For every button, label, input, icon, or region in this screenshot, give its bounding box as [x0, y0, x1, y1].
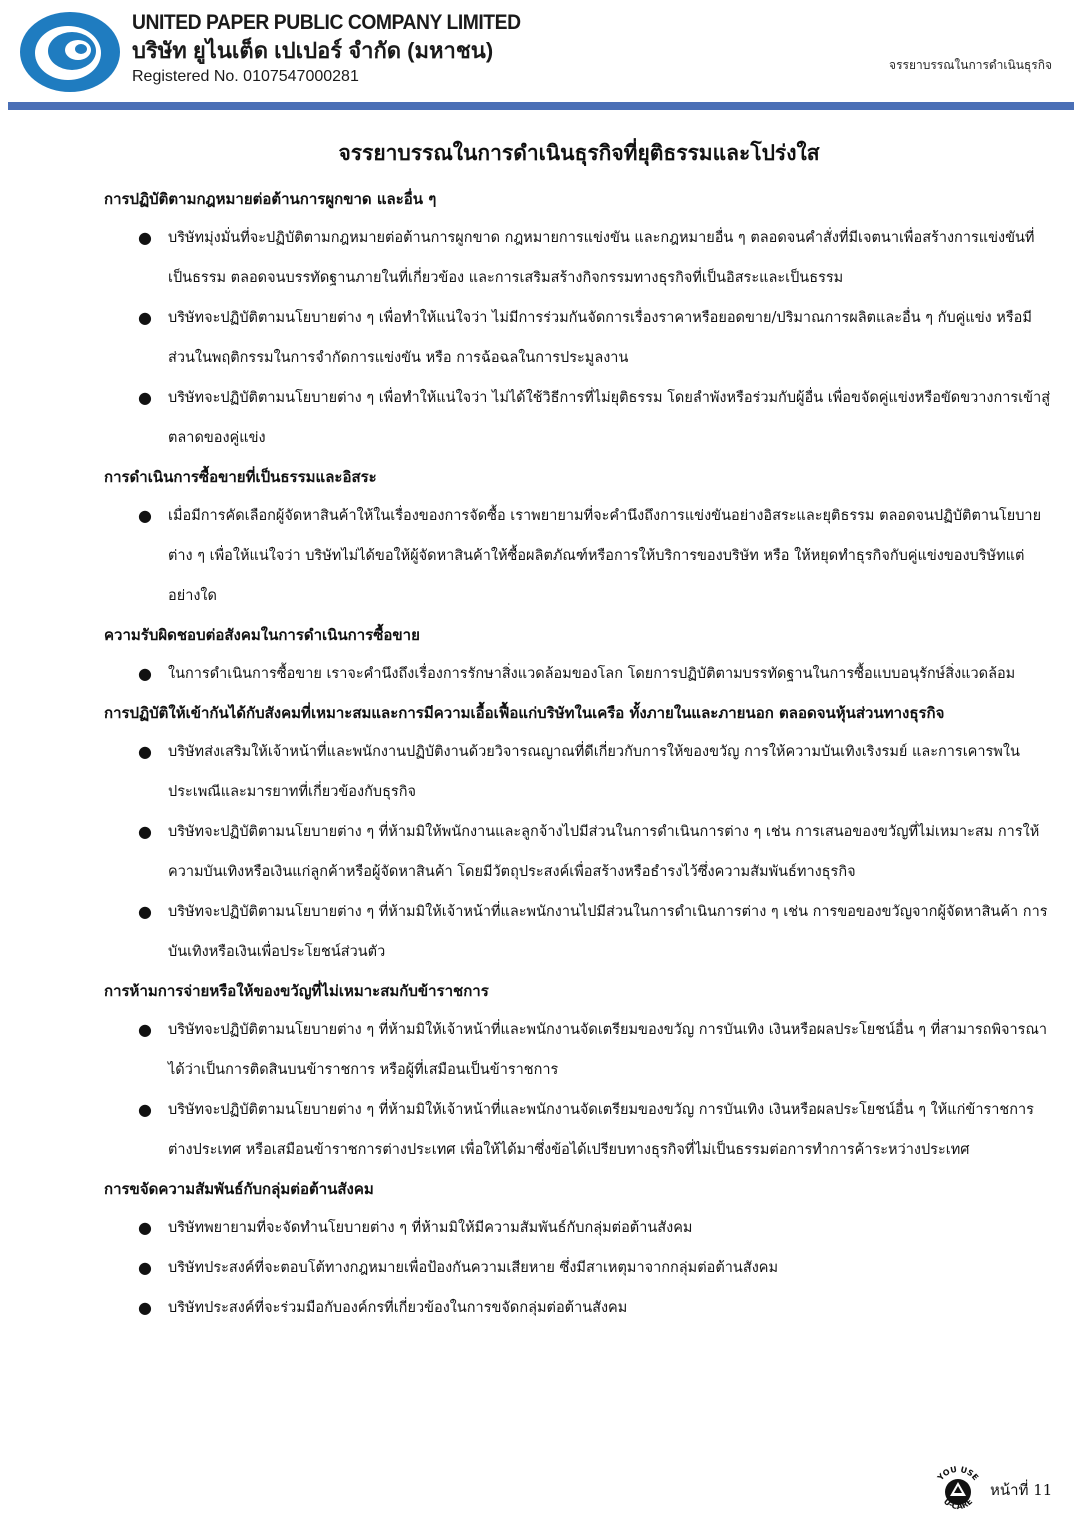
document-body — [104, 132, 1054, 1328]
bullet-icon: ● — [138, 1100, 152, 1119]
bullet-list — [104, 1208, 1054, 1328]
header-divider — [8, 102, 1074, 110]
bullet-icon: ● — [138, 388, 152, 407]
bullet-list — [104, 218, 1054, 458]
bullet-list — [104, 654, 1054, 694]
section-heading: การปฏิบัติให้เข้ากันได้กับสังคมที่เหมาะสมและการมีความเอื้อเฟื้อแก่บริษัทในเครือ ทั้งภายในและภายนอก ตลอดจนหุ้นส่วนทางธุรกิจ — [104, 704, 945, 722]
bullet-icon: ● — [138, 822, 152, 841]
list-item — [104, 654, 1054, 694]
list-item — [104, 496, 1054, 616]
list-item-text: เมื่อมีการคัดเลือกผู้จัดหาสินค้าให้ในเรื่องของการจัดซื้อ เราพยายามที่จะคำนึงถึงการแข่งขันอย่างอิสระและยุติธรรม ตลอดจนปฏิบัติตานโยบายต่าง ๆ เพื่อให้แน่ใจว่า บริษัทไม่ได้ขอให้ผู้จัดหาสินค้าให้ซื้อผลิตภัณฑ์หรือการให้บริการของบริษัท หรือ ให้หยุดทำธุรกิจกับคู่แข่งของบริษัทแต่อย่างใด — [168, 508, 1042, 604]
bullet-icon: ● — [138, 1218, 152, 1237]
list-item — [104, 892, 1054, 972]
list-item — [104, 378, 1054, 458]
list-item-text: ในการดำเนินการซื้อขาย เราจะคำนึงถึงเรื่องการรักษาสิ่งแวดล้อมของโลก โดยการปฏิบัติตามบรรทัดฐานในการซื้อแบบอนุรักษ์สิ่งแวดล้อม — [168, 666, 1016, 682]
seal-top-text: YOU USE — [935, 1464, 981, 1483]
list-item — [104, 1208, 1054, 1248]
section-heading: การห้ามการจ่ายหรือให้ของขวัญที่ไม่เหมาะสมกับข้าราชการ — [104, 982, 489, 1000]
bullet-icon: ● — [138, 742, 152, 761]
list-item — [104, 1288, 1054, 1328]
list-item — [104, 1090, 1054, 1170]
list-item — [104, 732, 1054, 812]
page-header — [0, 0, 1082, 112]
list-item-text: บริษัทมุ่งมั่นที่จะปฏิบัติตามกฎหมายต่อต้านการผูกขาด กฎหมายการแข่งขัน และกฎหมายอื่น ๆ ตลอดจนคำสั่งที่มีเจตนาเพื่อสร้างการแข่งขันที่เป็นธรรม ตลอดจนบรรทัดฐานภายในที่เกี่ยวข้อง และการเสริมสร้างกิจกรรมทางธุรกิจที่เป็นอิสระและเป็นธรรม — [168, 230, 1035, 286]
list-item — [104, 1010, 1054, 1090]
section-heading: ความรับผิดชอบต่อสังคมในการดำเนินการซื้อขาย — [104, 626, 420, 644]
list-item-text: บริษัทประสงค์ที่จะตอบโต้ทางกฎหมายเพื่อป้องกันความเสียหาย ซึ่งมีสาเหตุมาจากกลุ่มต่อต้านสังคม — [168, 1260, 779, 1276]
list-item — [104, 218, 1054, 298]
company-name-block — [132, 10, 554, 88]
bullet-list — [104, 496, 1054, 616]
seal-bottom-text: U-CARE — [941, 1496, 975, 1512]
bullet-icon: ● — [138, 664, 152, 683]
list-item-text: บริษัทจะปฏิบัติตามนโยบายต่าง ๆ ที่ห้ามมิให้เจ้าหน้าที่และพนักงานจัดเตรียมของขวัญ การบันเทิง เงินหรือผลประโยชน์อื่น ๆ ให้แก่ข้าราชการต่างประเทศ หรือเสมือนข้าราชการต่างประเทศ เพื่อให้ได้มาซึ่งข้อได้เปรียบทางธุรกิจที่ไม่เป็นธรรมต่อการทำการค้าระหว่างประเทศ — [168, 1102, 1034, 1158]
bullet-icon: ● — [138, 902, 152, 921]
list-item-text: บริษัทจะปฏิบัติตามนโยบายต่าง ๆ เพื่อทำให้แน่ใจว่า ไม่มีการร่วมกันจัดการเรื่องราคาหรือยอดขาย/ปริมาณการผลิตและอื่น ๆ กับคู่แข่ง หรือมีส่วนในพฤติกรรมในการจำกัดการแข่งขัน หรือ การฉ้อฉลในการประมูลงาน — [168, 310, 1032, 366]
bullet-icon: ● — [138, 506, 152, 525]
list-item-text: บริษัทจะปฏิบัติตามนโยบายต่าง ๆ ที่ห้ามมิให้เจ้าหน้าที่และพนักงานจัดเตรียมของขวัญ การบันเทิง เงินหรือผลประโยชน์อื่น ๆ ที่สามารถพิจารณาได้ว่าเป็นการติดสินบนข้าราชการ หรือผู้ที่เสมือนเป็นข้าราชการ — [168, 1022, 1048, 1078]
list-item-text: บริษัทประสงค์ที่จะร่วมมือกับองค์กรที่เกี่ยวข้องในการขจัดกลุ่มต่อต้านสังคม — [168, 1300, 628, 1316]
list-item — [104, 812, 1054, 892]
you-use-u-care-seal-icon — [930, 1462, 986, 1518]
list-item — [104, 298, 1054, 378]
company-name-th: บริษัท ยูไนเต็ด เปเปอร์ จำกัด (มหาชน) — [132, 38, 494, 63]
list-item-text: บริษัทจะปฏิบัติตามนโยบายต่าง ๆ ที่ห้ามมิให้พนักงานและลูกจ้างไปมีส่วนในการดำเนินการต่าง ๆ เช่น การเสนอของขวัญที่ไม่เหมาะสม การให้ความบันเทิงหรือเงินแก่ลูกค้าหรือผู้จัดหาสินค้า โดยมีวัตถุประสงค์เพื่อสร้างหรือธำรงไว้ซึ่งความสัมพันธ์ทางธุรกิจ — [168, 824, 1040, 880]
company-logo-icon — [18, 10, 122, 94]
section-heading: การดำเนินการซื้อขายที่เป็นธรรมและอิสระ — [104, 468, 377, 486]
list-item-text: บริษัทส่งเสริมให้เจ้าหน้าที่และพนักงานปฏิบัติงานด้วยวิจารณญาณที่ดีเกี่ยวกับการให้ของขวัญ การให้ความบันเทิงเริงรมย์ และการเคารพในประเพณีและมารยาทที่เกี่ยวข้องกับธุรกิจ — [168, 744, 1020, 800]
list-item-text: บริษัทจะปฏิบัติตามนโยบายต่าง ๆ เพื่อทำให้แน่ใจว่า ไม่ได้ใช้วิธีการที่ไม่ยุติธรรม โดยลำพังหรือร่วมกับผู้อื่น เพื่อขจัดคู่แข่งหรือขัดขวางการเข้าสู่ตลาดของคู่แข่ง — [168, 390, 1051, 446]
company-name-en: UNITED PAPER PUBLIC COMPANY LIMITED — [132, 11, 521, 34]
page-number: หน้าที่ 11 — [990, 1481, 1053, 1499]
bullet-icon: ● — [138, 1020, 152, 1039]
header-section-label: จรรยาบรรณในการดำเนินธุรกิจ — [889, 58, 1052, 72]
section-social-responsibility — [104, 616, 1054, 694]
list-item — [104, 1248, 1054, 1288]
section-business-partners — [104, 694, 1054, 972]
bullet-icon: ● — [138, 1298, 152, 1317]
bullet-list — [104, 1010, 1054, 1170]
bullet-icon: ● — [138, 1258, 152, 1277]
section-heading: การขจัดความสัมพันธ์กับกลุ่มต่อต้านสังคม — [104, 1180, 374, 1198]
bullet-icon: ● — [138, 228, 152, 247]
section-antitrust — [104, 180, 1054, 458]
section-government-gifts — [104, 972, 1054, 1170]
bullet-list — [104, 732, 1054, 972]
list-item-text: บริษัทพยายามที่จะจัดทำนโยบายต่าง ๆ ที่ห้ามมิให้มีความสัมพันธ์กับกลุ่มต่อต้านสังคม — [168, 1220, 693, 1236]
section-anti-social-groups — [104, 1170, 1054, 1328]
section-fair-trading — [104, 458, 1054, 616]
page-title: จรรยาบรรณในการดำเนินธุรกิจที่ยุติธรรมและโปร่งใส — [338, 140, 820, 165]
section-heading: การปฏิบัติตามกฎหมายต่อต้านการผูกขาด และอื่น ๆ — [104, 190, 437, 208]
registration-number: Registered No. 0107547000281 — [132, 68, 359, 85]
bullet-icon: ● — [138, 308, 152, 327]
list-item-text: บริษัทจะปฏิบัติตามนโยบายต่าง ๆ ที่ห้ามมิให้เจ้าหน้าที่และพนักงานไปมีส่วนในการดำเนินการต่าง ๆ เช่น การขอของขวัญจากผู้จัดหาสินค้า การบันเทิงหรือเงินเพื่อประโยชน์ส่วนตัว — [168, 904, 1048, 960]
